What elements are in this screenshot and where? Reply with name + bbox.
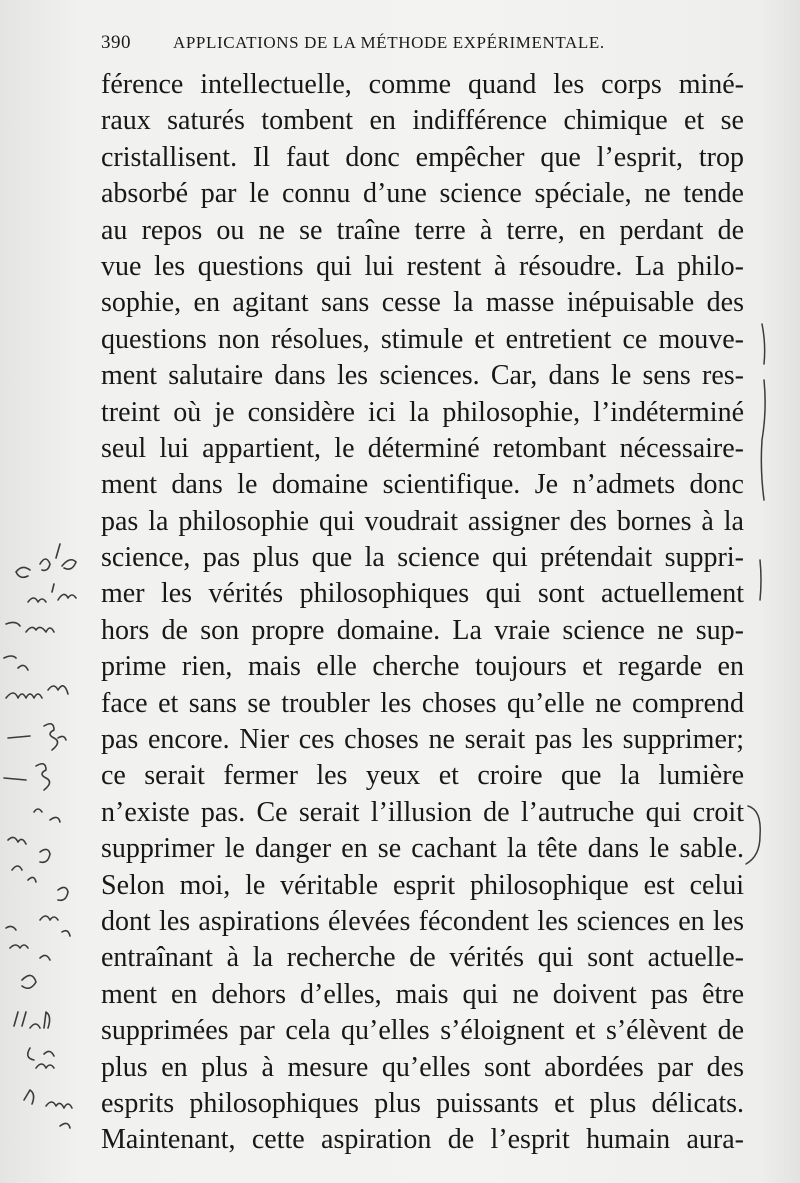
text-line: ment en dehors d’elles, mais qui ne doivent pas être	[101, 978, 744, 1010]
text-line: supprimer le danger en se cachant la tête dans le sable.	[101, 833, 744, 865]
text-line: prime rien, mais elle cherche toujours et regarde en	[101, 651, 744, 683]
text-line: pas la philosophie qui voudrait assigner des bornes à la	[101, 505, 744, 537]
text-line: absorbé par le connu d’une science spéciale, ne tende	[101, 178, 744, 210]
running-head: APPLICATIONS DE LA MÉTHODE EXPÉRIMENTALE.	[173, 33, 605, 52]
text-line: n’existe pas. Ce serait l’illusion de l’autruche qui croit	[101, 796, 744, 828]
text-line: supprimées par cela qu’elles s’éloignent et s’élèvent de	[101, 1015, 744, 1047]
body-text	[101, 67, 744, 1159]
text-line: dont les aspirations élevées fécondent les sciences en les	[101, 905, 744, 937]
text-line: science, pas plus que la science qui prétendait suppri-	[101, 542, 744, 574]
text-line: ment salutaire dans les sciences. Car, dans le sens res-	[101, 360, 744, 392]
text-line: mer les vérités philosophiques qui sont actuellement	[101, 578, 744, 610]
text-line: treint où je considère ici la philosophie, l’indéterminé	[101, 396, 744, 428]
text-line: questions non résolues, stimule et entretient ce mouve-	[101, 323, 744, 355]
text-line: pas encore. Nier ces choses ne serait pas les supprimer;	[101, 724, 744, 756]
text-line: esprits philosophiques plus puissants et plus délicats.	[101, 1087, 744, 1119]
text-line: vue les questions qui lui restent à résoudre. La philo-	[101, 250, 744, 282]
text-line: raux saturés tombent en indifférence chimique et se	[101, 105, 744, 137]
text-line: seul lui appartient, le déterminé retombant nécessaire-	[101, 432, 744, 464]
margin-bracket-mark	[744, 320, 784, 900]
text-line: férence intellectuelle, comme quand les corps miné-	[101, 69, 744, 100]
text-line: Selon moi, le véritable esprit philosophique est celui	[101, 869, 744, 901]
text-line: au repos ou ne se traîne terre à terre, en perdant de	[101, 214, 744, 246]
page-header	[101, 32, 741, 60]
text-line: face et sans se troubler les choses qu’elle ne comprend	[101, 687, 744, 719]
text-line: cristallisent. Il faut donc empêcher que l’esprit, trop	[101, 141, 744, 173]
text-line: hors de son propre domaine. La vraie science ne sup-	[101, 614, 744, 646]
text-line: ment dans le domaine scientifique. Je n’admets donc	[101, 469, 744, 501]
text-line: entraînant à la recherche de vérités qui sont actuelle-	[101, 942, 744, 974]
text-line: sophie, en agitant sans cesse la masse inépuisable des	[101, 287, 744, 319]
text-line: plus en plus à mesure qu’elles sont abordées par des	[101, 1051, 744, 1083]
text-line: ce serait fermer les yeux et croire que la lumière	[101, 760, 744, 792]
page-number: 390	[101, 32, 131, 53]
text-line: Maintenant, cette aspiration de l’esprit humain aura-	[101, 1124, 744, 1156]
margin-handwriting	[0, 540, 90, 1180]
